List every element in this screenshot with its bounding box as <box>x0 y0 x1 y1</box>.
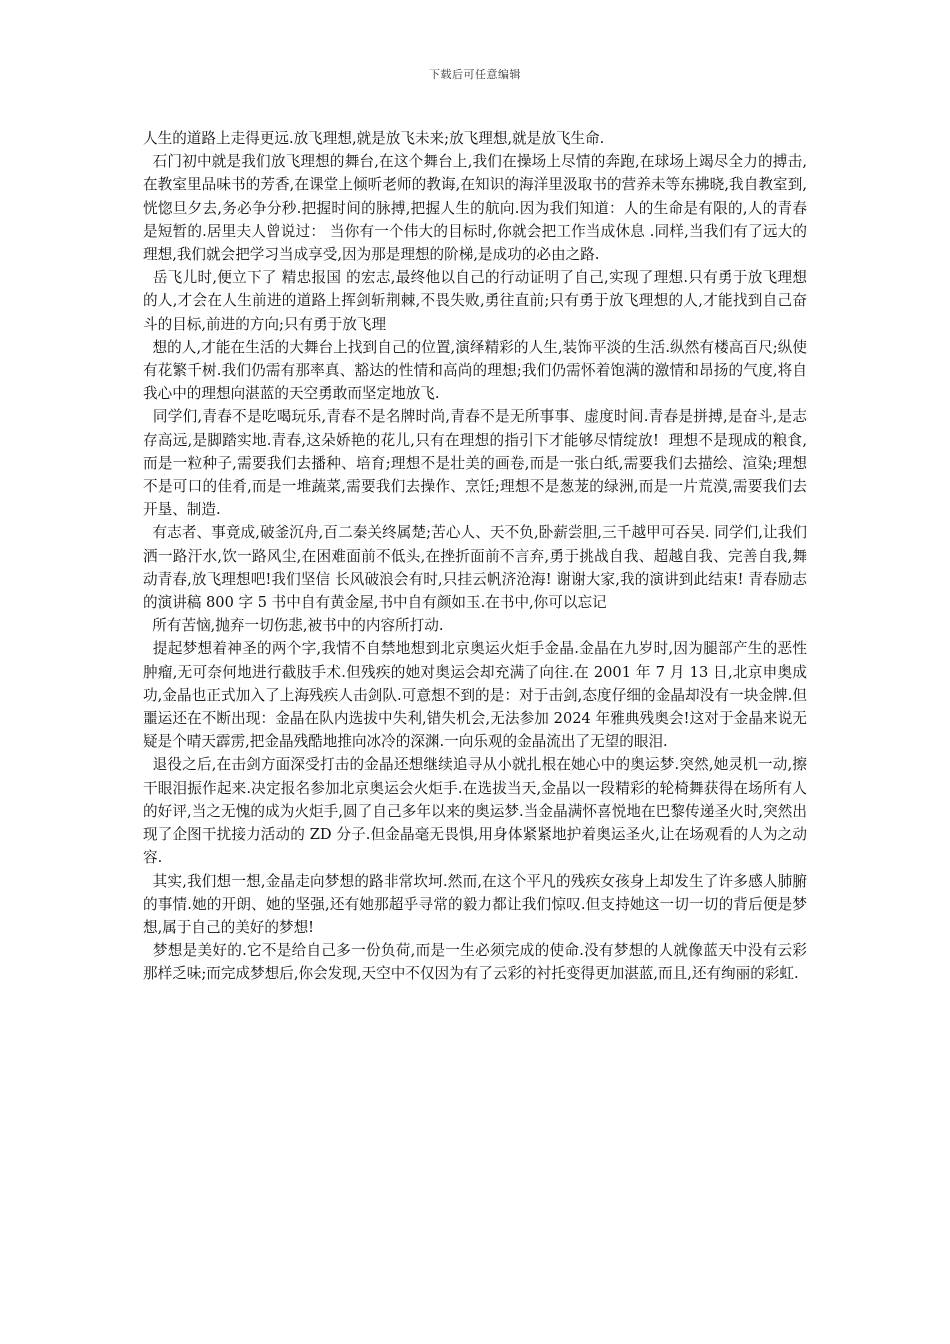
paragraph: 其实,我们想一想,金晶走向梦想的路非常坎坷.然而,在这个平凡的残疾女孩身上却发生了许多感人肺腑的事情.她的开朗、她的坚强,还有她那超乎寻常的毅力都让我们惊叹.但支持她这一切一切的背后便是梦想,属于自己的美好的梦想! <box>143 872 807 936</box>
paragraph: 提起梦想着神圣的两个字,我情不自禁地想到北京奥运火炬手金晶.金晶在九岁时,因为腿部产生的恶性肿瘤,无可奈何地进行截肢手术.但残疾的她对奥运会却充满了向往.在 2001 年 7 月 13 日,北京申奥成功,金晶也正式加入了上海残疾人击剑队.可意想不到的是：对于击剑,态度仔细的金晶却没有一块金牌.但噩运还在不断出现：金晶在队内选拔中失利,错失机会,无法参加 2024 年雅典残奥会!这对于金晶来说无疑是个晴天霹雳,把金晶残酷地推向冰冷的深渊.一向乐观的金晶流出了无望的眼泪. <box>143 640 807 751</box>
paragraph: 岳飞儿时,便立下了 精忠报国 的宏志,最终他以自己的行动证明了自己,实现了理想.只有勇于放飞理想的人,才会在人生前进的道路上挥剑斩荆棘,不畏失败,勇往直前;只有勇于放飞理想的人,才能找到自己奋斗的目标,前进的方向;只有勇于放飞理 <box>143 269 808 333</box>
paragraph: 石门初中就是我们放飞理想的舞台,在这个舞台上,我们在操场上尽情的奔跑,在球场上竭尽全力的搏击,在教室里品味书的芳香,在课堂上倾听老师的教诲,在知识的海洋里汲取书的营养未等东拂晓,我自教室到,恍惚旦夕去,务必争分秒.把握时间的脉搏,把握人生的航向.因为我们知道：人的生命是有限的,人的青春是短暂的.居里夫人曾说过： 当你有一个伟大的目标时,你就会把工作当成休息 .同样,当我们有了远大的理想,我们就会把学习当成享受,因为那是理想的阶梯,是成功的必由之路. <box>143 153 807 264</box>
document-body <box>143 127 807 986</box>
paragraph: 想的人,才能在生活的大舞台上找到自己的位置,演绎精彩的人生,装饰平淡的生活.纵然有楼高百尺;纵使有花繁千树.我们仍需有那率真、豁达的性情和高尚的理想;我们仍需怀着饱满的激情和昂扬的气度,将自我心中的理想向湛蓝的天空勇敢而坚定地放飞. <box>143 338 807 403</box>
page-header: 下载后可任意编辑 <box>429 68 521 81</box>
paragraph: 所有苦恼,抛弃一切伤悲,被书中的内容所打动. <box>143 617 444 635</box>
paragraph: 梦想是美好的.它不是给自己多一份负荷,而是一生必须完成的使命.没有梦想的人就像蓝天中没有云彩那样乏味;而完成梦想后,你会发现,天空中不仅因为有了云彩的衬托变得更加湛蓝,而且,还有绚丽的彩虹. <box>143 942 807 983</box>
paragraph: 有志者、事竟成,破釜沉舟,百二秦关终属楚;苦心人、天不负,卧薪尝胆,三千越甲可吞吴. 同学们,让我们洒一路汗水,饮一路风尘,在困难面前不低头,在挫折面前不言弃,勇于挑战自我、超越自我、完善自我,舞动青春,放飞理想吧!我们坚信 长风破浪会有时,只挂云帆济沧海! 谢谢大家,我的演讲到此结束! 青春励志的演讲稿 800 字 5 书中自有黄金屋,书中自有颜如玉.在书中,你可以忘记 <box>143 524 807 612</box>
paragraph: 人生的道路上走得更远.放飞理想,就是放飞未来;放飞理想,就是放飞生命. <box>143 130 605 147</box>
paragraph: 退役之后,在击剑方面深受打击的金晶还想继续追寻从小就扎根在她心中的奥运梦.突然,她灵机一动,擦干眼泪振作起来.决定报名参加北京奥运会火炬手.在选拔当天,金晶以一段精彩的轮椅舞获得在场所有人的好评,当之无愧的成为火炬手,圆了自己多年以来的奥运梦.当金晶满怀喜悦地在巴黎传递圣火时,突然出现了企图干扰接力活动的 ZD 分子.但金晶毫无畏惧,用身体紧紧地护着奥运圣火,让在场观看的人为之动容. <box>143 756 807 867</box>
paragraph: 同学们,青春不是吃喝玩乐,青春不是名牌时尚,青春不是无所事事、虚度时间.青春是拼搏,是奋斗,是志存高远,是脚踏实地.青春,这朵娇艳的花儿,只有在理想的指引下才能够尽情绽放! 理想不是现成的粮食,而是一粒种子,需要我们去播种、培育;理想不是壮美的画卷,而是一张白纸,需要我们去描绘、渲染;理想不是可口的佳肴,而是一堆蔬菜,需要我们去操作、烹饪;理想不是葱茏的绿洲,而是一片荒漠,需要我们去开垦、制造. <box>143 408 808 519</box>
